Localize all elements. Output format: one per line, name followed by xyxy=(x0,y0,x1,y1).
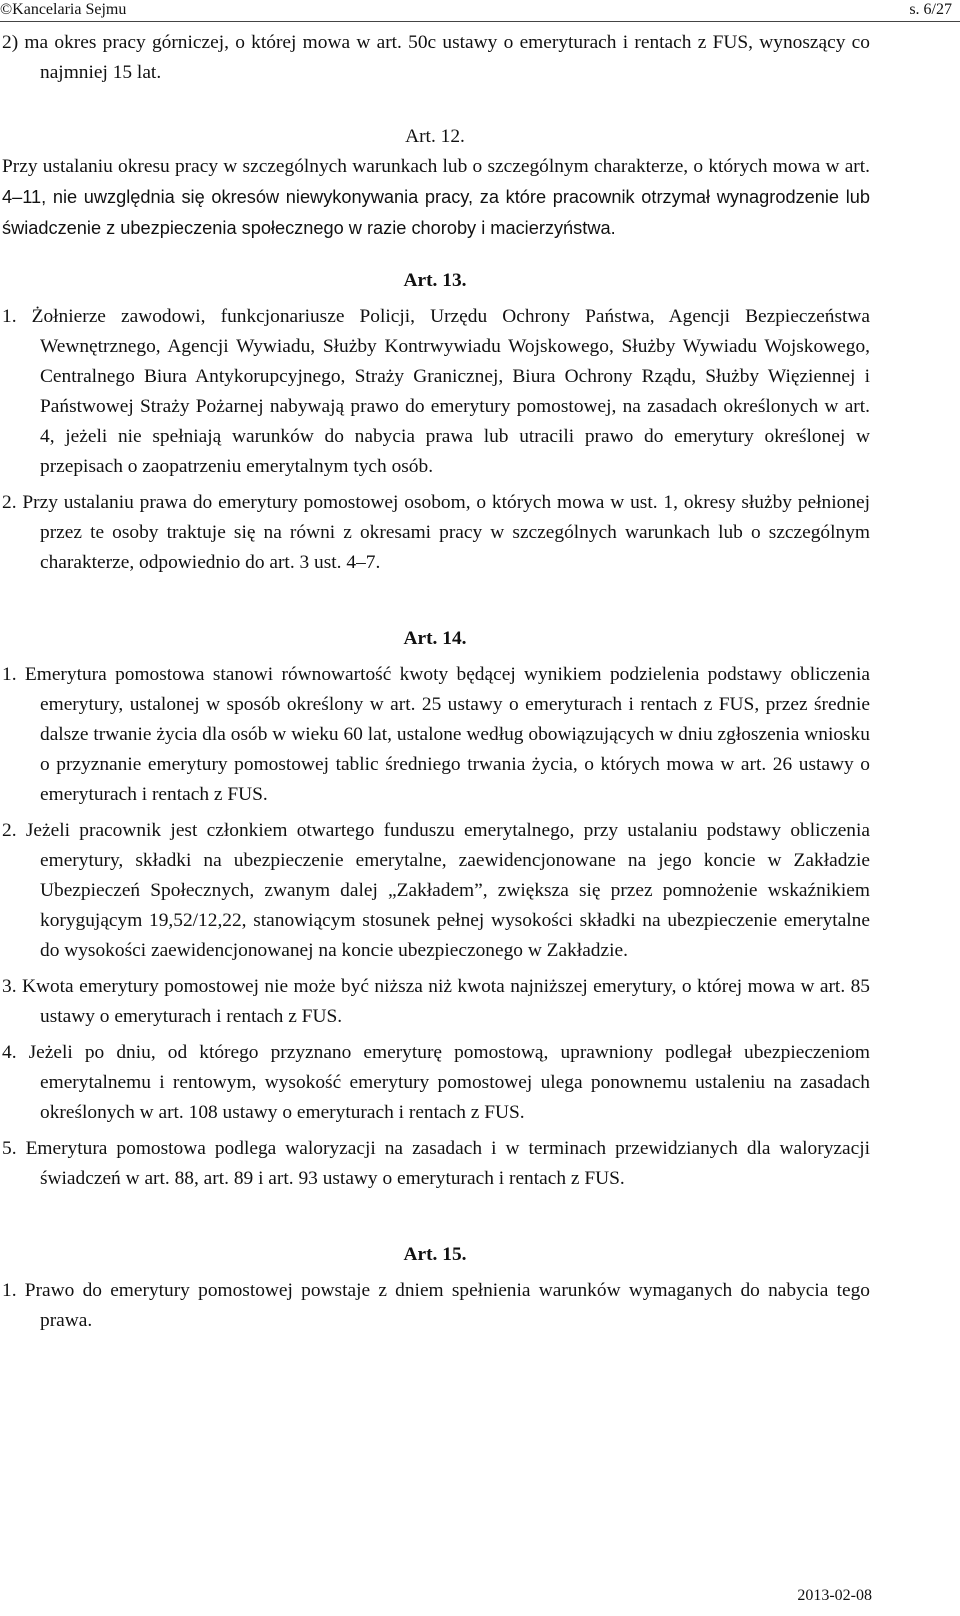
article-14-paragraph-2: 2. Jeżeli pracownik jest członkiem otwartego funduszu emerytalnego, przy ustalaniu podstawy obliczenia emerytury, składki na ubezpieczenie emerytalne, zaewidencjonowane na jego koncie w Zakładzie Ubezpieczeń Społecznych, zwanym dalej „Zakładem”, zwiększa się przez pomnożenie wskaźnikiem korygującym 19,52/12,22, stanowiącym stosunek pełnej wysokości składki na ubezpieczenie emerytalne do wysokości zaewidencjonowanej na koncie ubezpieczonego w Zakładzie. xyxy=(2,820,870,961)
article-13-title: Art. 13. xyxy=(403,270,467,291)
item-2: 2) ma okres pracy górniczej, o której mowa w art. 50c ustawy o emeryturach i rentach z FUS, wynoszący co najmniej 15 lat. xyxy=(2,32,870,83)
article-12-title: Art. 12. xyxy=(405,126,465,147)
document-body xyxy=(0,28,870,1336)
article-15-paragraph-1: 1. Prawo do emerytury pomostowej powstaje z dniem spełnienia warunków wymaganych do nabycia tego prawa. xyxy=(2,1280,870,1331)
header-page-number: s. 6/27 xyxy=(909,1,952,18)
article-12-text-part-b: 4–11, nie uwzględnia się okresów niewykonywania pracy, za które pracownik otrzymał wynagrodzenie lub świadczenie z ubezpieczenia społecznego w razie choroby i macierzyństwa. xyxy=(2,187,870,238)
article-13-paragraph-1: 1. Żołnierze zawodowi, funkcjonariusze Policji, Urzędu Ochrony Państwa, Agencji Bezpieczeństwa Wewnętrznego, Agencji Wywiadu, Służby Kontrwywiadu Wojskowego, Służby Wywiadu Wojskowego, Centralnego Biura Antykorupcyjnego, Straży Granicznej, Biura Ochrony Rządu, Służby Więziennej i Państwowej Straży Pożarnej nabywają prawo do emerytury pomostowej, na zasadach określonych w art. 4, jeżeli nie spełniają warunków do nabycia prawa lub utracili prawo do emerytury określonej w przepisach o zaopatrzeniu emerytalnym tych osób. xyxy=(2,306,870,477)
footer-date: 2013-02-08 xyxy=(797,1587,872,1604)
article-14-paragraph-3: 3. Kwota emerytury pomostowej nie może być niższa niż kwota najniższej emerytury, o której mowa w art. 85 ustawy o emeryturach i rentach z FUS. xyxy=(2,976,870,1027)
article-14-paragraph-4: 4. Jeżeli po dniu, od którego przyznano emeryturę pomostową, uprawniony podlegał ubezpieczeniom emerytalnemu i rentowym, wysokość emerytury pomostowej ulega ponownemu ustaleniu na zasadach określonych w art. 108 ustawy o emeryturach i rentach z FUS. xyxy=(2,1042,870,1123)
header-divider xyxy=(0,21,960,22)
article-12-text xyxy=(0,152,870,244)
article-14-title: Art. 14. xyxy=(403,628,467,649)
header-publisher: ©Kancelaria Sejmu xyxy=(0,1,127,18)
article-13-paragraph-2: 2. Przy ustalaniu prawa do emerytury pomostowej osobom, o których mowa w ust. 1, okresy służby pełnionej przez te osoby traktuje się na równi z okresami pracy w szczególnych warunkach lub o szczególnym charakterze, odpowiednio do art. 3 ust. 4–7. xyxy=(2,492,870,573)
article-12-text-part-a: Przy ustalaniu okresu pracy w szczególnych warunkach lub o szczególnym charakterze, o których mowa w art. xyxy=(2,156,870,177)
article-14-paragraph-1: 1. Emerytura pomostowa stanowi równowartość kwoty będącej wynikiem podzielenia podstawy obliczenia emerytury, ustalonej w sposób określony w art. 25 ustawy o emeryturach i rentach z FUS, przez średnie dalsze trwanie życia dla osób w wieku 60 lat, ustalone według obowiązujących w dniu zgłoszenia wniosku o przyznanie emerytury pomostowej tablic średniego trwania życia, o których mowa w art. 26 ustawy o emeryturach i rentach z FUS. xyxy=(2,664,870,805)
article-14-paragraph-5: 5. Emerytura pomostowa podlega waloryzacji na zasadach i w terminach przewidzianych dla waloryzacji świadczeń w art. 88, art. 89 i art. 93 ustawy o emeryturach i rentach z FUS. xyxy=(2,1138,870,1189)
article-15-title: Art. 15. xyxy=(403,1244,467,1265)
